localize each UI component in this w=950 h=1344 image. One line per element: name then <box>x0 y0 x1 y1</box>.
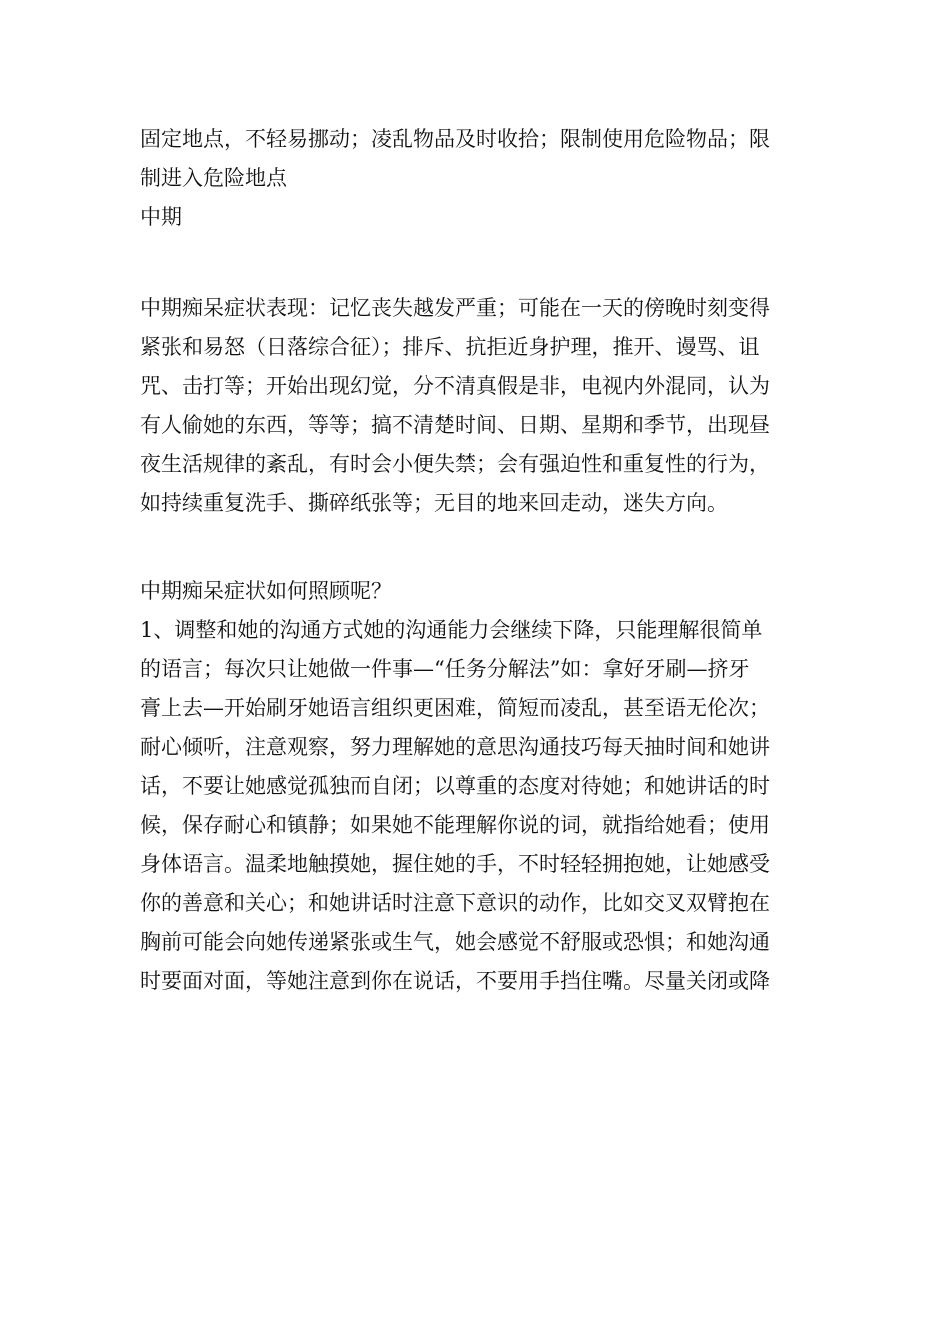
text-line: 制进入危险地点 <box>140 166 287 190</box>
text-line: 紧张和易怒（日落综合征）；排斥、抗拒近身护理，推开、谩骂、诅 <box>140 335 760 359</box>
paragraph-middle-symptoms <box>140 289 812 523</box>
text-line: 咒、击打等；开始出现幻觉，分不清真假是非，电视内外混同，认为 <box>140 374 770 398</box>
paragraph-spacer <box>140 523 812 572</box>
text-line: 有人偷她的东西，等等；搞不清楚时间、日期、星期和季节，出现昼 <box>140 413 770 437</box>
text-line: 如持续重复洗手、撕碎纸张等；无目的地来回走动，迷失方向。 <box>140 491 728 515</box>
text-line: 膏上去—开始刷牙她语言组织更困难，简短而凌乱，甚至语无伦次； <box>140 696 770 720</box>
paragraph-middle-care-1 <box>140 611 812 1001</box>
paragraph-middle-care-question <box>140 572 812 611</box>
text-line: 候，保存耐心和镇静；如果她不能理解你说的词，就指给她看；使用 <box>140 813 770 837</box>
text-line: 耐心倾听，注意观察，努力理解她的意思沟通技巧每天抽时间和她讲 <box>140 735 770 759</box>
text-line: 胸前可能会向她传递紧张或生气，她会感觉不舒服或恐惧；和她沟通 <box>140 930 770 954</box>
text-line: 时要面对面，等她注意到你在说话，不要用手挡住嘴。尽量关闭或降 <box>140 969 770 993</box>
paragraph-early-care-end <box>140 120 812 198</box>
heading-text: 中期 <box>140 205 182 229</box>
text-line: 身体语言。温柔地触摸她，握住她的手，不时轻轻拥抱她，让她感受 <box>140 852 770 876</box>
text-line: 中期痴呆症状如何照顾呢？ <box>140 579 392 603</box>
text-line: 1、调整和她的沟通方式她的沟通能力会继续下降，只能理解很简单 <box>140 618 763 642</box>
text-line: 的语言；每次只让她做一件事—“任务分解法”如：拿好牙刷—挤牙 <box>140 657 750 681</box>
text-line: 你的善意和关心；和她讲话时注意下意识的动作，比如交叉双臂抱在 <box>140 891 770 915</box>
text-line: 固定地点，不轻易挪动；凌乱物品及时收拾；限制使用危险物品；限 <box>140 127 770 151</box>
paragraph-spacer <box>140 237 812 289</box>
text-line: 话，不要让她感觉孤独而自闭；以尊重的态度对待她；和她讲话的时 <box>140 774 770 798</box>
section-heading-middle <box>140 198 812 237</box>
text-line: 中期痴呆症状表现：记忆丧失越发严重；可能在一天的傍晚时刻变得 <box>140 296 770 320</box>
text-line: 夜生活规律的紊乱，有时会小便失禁；会有强迫性和重复性的行为， <box>140 452 770 476</box>
document-body <box>140 120 812 1001</box>
